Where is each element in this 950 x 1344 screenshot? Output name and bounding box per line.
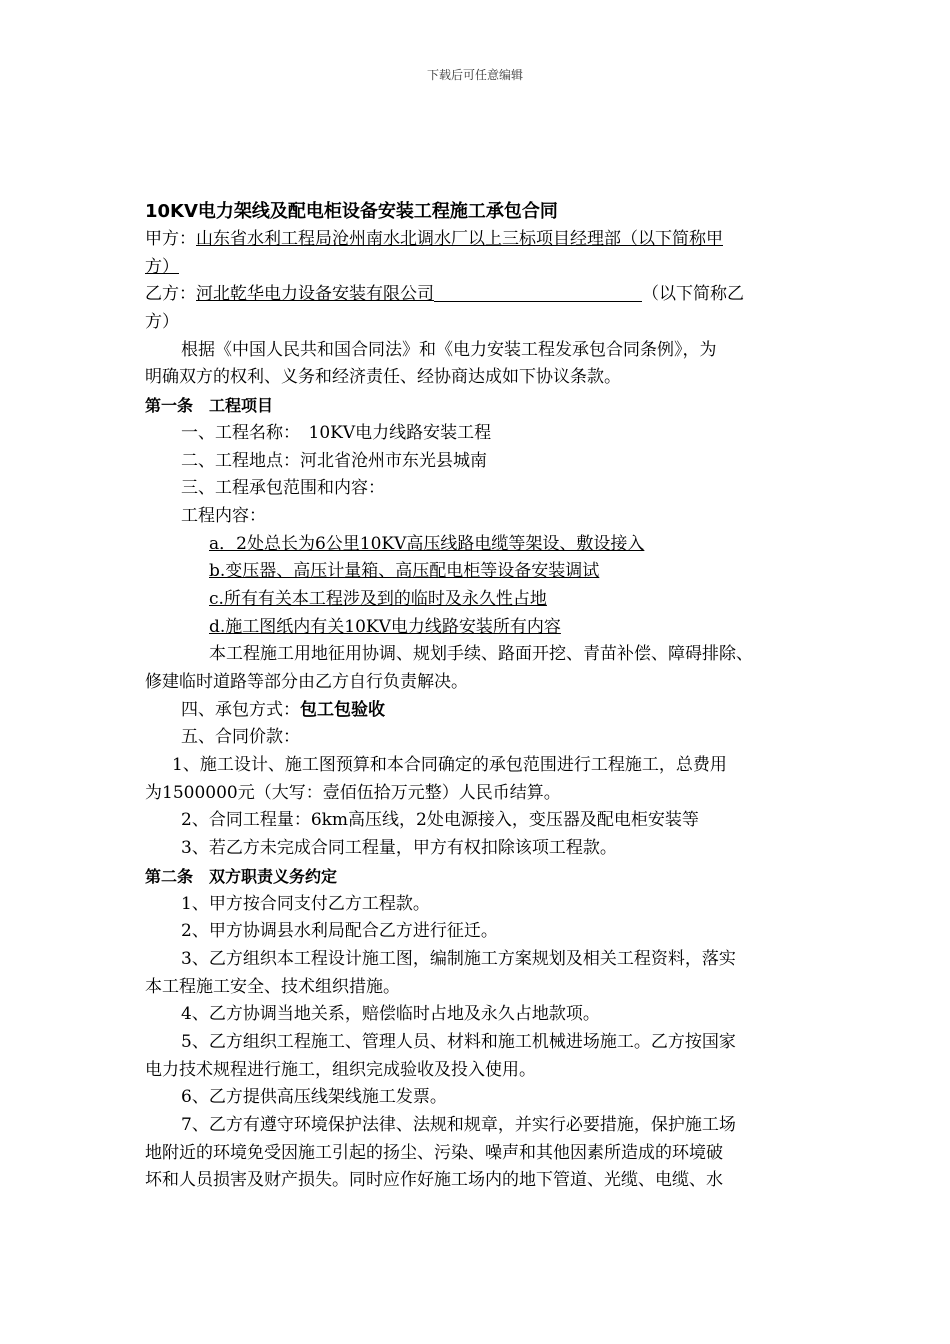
party-a-line-2 <box>145 254 810 282</box>
party-b-suffix: （以下简称乙 <box>642 284 744 305</box>
method-value: 包工包验收 <box>300 699 385 720</box>
duty-item-3-line-2: 本工程施工安全、技术组织措施。 <box>145 976 400 997</box>
content-item-a-text: a．2处总长为6公里10KV高压线路电缆等架设、敷设接入 <box>209 533 645 554</box>
party-a-name-cont: 方） <box>145 256 179 277</box>
party-b-label: 乙方： <box>145 284 196 305</box>
duty-item-1: 1、甲方按合同支付乙方工程款。 <box>181 893 430 914</box>
content-item-a <box>145 531 810 559</box>
header-note: 下载后可任意编辑 <box>426 68 523 82</box>
project-content-label: 工程内容： <box>181 505 266 526</box>
content-item-b-text: b.变压器、高压计量箱、高压配电柜等设备安装调试 <box>209 561 600 582</box>
duty-item-3-line-1: 3、乙方组织本工程设计施工图，编制施工方案规划及相关工程资料，落实 <box>181 948 736 969</box>
content-note-line-2: 修建临时道路等部分由乙方自行负责解决。 <box>145 672 468 692</box>
method-label: 四、承包方式： <box>181 699 300 720</box>
intro-line-1: 根据《中国人民共和国合同法》和《电力安装工程发承包合同条例》，为 <box>181 339 717 360</box>
article-1-heading: 第一条 工程项目 <box>145 396 274 416</box>
duty-item-5-line-2: 电力技术规程进行施工，组织完成验收及投入使用。 <box>145 1059 536 1080</box>
party-b-blank-line <box>434 283 642 302</box>
price-item-1-line-2: 为1500000元（大写：壹佰伍拾万元整）人民币结算。 <box>145 782 561 803</box>
content-item-c-text: c.所有有关本工程涉及到的临时及永久性占地 <box>209 588 547 609</box>
contract-title: 10KV电力架线及配电柜设备安装工程施工承包合同 <box>145 201 558 222</box>
intro-line-2: 明确双方的权利、义务和经济责任、经协商达成如下协议条款。 <box>145 367 621 388</box>
duty-item-2: 2、甲方协调县水利局配合乙方进行征迁。 <box>181 921 498 942</box>
party-b-cont: 方） <box>145 312 179 333</box>
price-item-2: 2、合同工程量：6km高压线，2处电源接入，变压器及配电柜安装等 <box>181 810 699 831</box>
duty-item-5-line-1: 5、乙方组织工程施工、管理人员、材料和施工机械进场施工。乙方按国家 <box>181 1031 736 1052</box>
project-location: 二、工程地点：河北省沧州市东光县城南 <box>181 450 487 471</box>
contract-price-label: 五、合同价款： <box>181 727 300 748</box>
content-item-b <box>145 558 810 586</box>
price-item-1-line-1: 1、施工设计、施工图预算和本合同确定的承包范围进行工程施工，总费用 <box>172 755 727 776</box>
party-b-line <box>145 281 810 309</box>
duty-item-7-line-3: 坏和人员损害及财产损失。同时应作好施工场内的地下管道、光缆、电缆、水 <box>145 1170 723 1191</box>
duty-item-6: 6、乙方提供高压线架线施工发票。 <box>181 1087 447 1108</box>
party-a-line <box>145 226 810 254</box>
duty-item-4: 4、乙方协调当地关系，赔偿临时占地及永久占地款项。 <box>181 1004 600 1025</box>
content-note-line-1: 本工程施工用地征用协调、规划手续、路面开挖、青苗补偿、障碍排除、 <box>209 644 753 665</box>
party-b-line-2 <box>145 309 810 337</box>
party-a-label: 甲方： <box>145 229 196 249</box>
party-a-name: 山东省水利工程局沧州南水北调水厂以上三标项目经理部（以下简称甲 <box>196 229 723 249</box>
content-item-d <box>145 614 810 642</box>
contract-method <box>145 697 810 725</box>
project-scope: 三、工程承包范围和内容： <box>181 478 385 499</box>
project-name: 一、工程名称： 10KV电力线路安装工程 <box>181 422 492 443</box>
duty-item-7-line-1: 7、乙方有遵守环境保护法律、法规和规章，并实行必要措施，保护施工场 <box>181 1115 736 1135</box>
content-item-c <box>145 586 810 614</box>
duty-item-7-line-2: 地附近的环境免受因施工引起的扬尘、污染、噪声和其他因素所造成的环境破 <box>145 1142 723 1163</box>
content-item-d-text: d.施工图纸内有关10KV电力线路安装所有内容 <box>209 616 561 637</box>
contract-page <box>145 198 810 1195</box>
party-b-name: 河北乾华电力设备安装有限公司 <box>196 284 434 305</box>
price-item-3: 3、若乙方未完成合同工程量，甲方有权扣除该项工程款。 <box>181 838 617 859</box>
article-2-heading: 第二条 双方职责义务约定 <box>145 866 338 886</box>
